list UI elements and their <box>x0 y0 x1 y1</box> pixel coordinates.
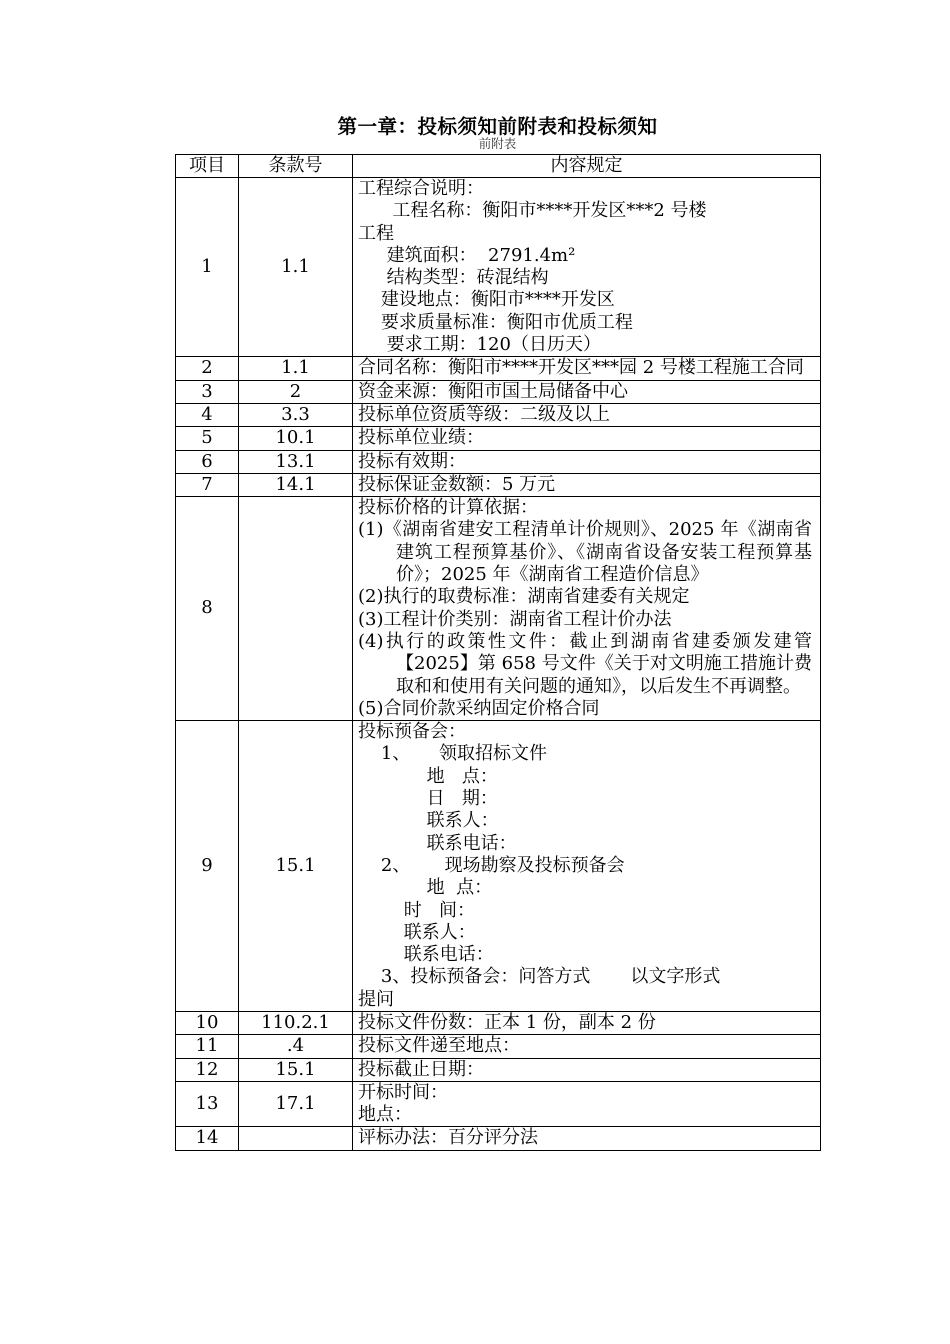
content-line: 建设地点：衡阳市****开发区 <box>358 289 615 311</box>
table-row <box>176 1081 821 1127</box>
content-cell <box>353 427 821 450</box>
item-number: 3 <box>176 380 239 403</box>
item-number: 4 <box>176 403 239 426</box>
content-cell <box>353 1127 821 1150</box>
content-line: 投标文件份数：正本 1 份，副本 2 份 <box>358 1011 656 1033</box>
content-line: 3、投标预备会：问答方式 以文字形式 <box>358 966 721 988</box>
table-row <box>176 1127 821 1150</box>
clause-number: 3.3 <box>239 403 353 426</box>
clause-number: 10.1 <box>239 427 353 450</box>
content-cell <box>353 1011 821 1034</box>
content-cell <box>353 1081 821 1127</box>
content-line: 合同名称：衡阳市****开发区***园 2 号楼工程施工合同 <box>358 357 804 379</box>
clause-number: 1.1 <box>239 357 353 380</box>
content-line: 投标文件递至地点： <box>358 1035 520 1057</box>
content-cell <box>353 1058 821 1081</box>
clause-number: 17.1 <box>239 1081 353 1127</box>
content-line: 评标办法：百分评分法 <box>358 1127 538 1149</box>
content-line: 开标时间： <box>358 1081 448 1103</box>
content-cell <box>353 450 821 473</box>
content-cell <box>353 1035 821 1058</box>
table-row <box>176 721 821 1012</box>
content-line: (5)合同价款采纳固定价格合同 <box>358 697 600 719</box>
table-row <box>176 1035 821 1058</box>
content-line: 资金来源：衡阳市国土局储备中心 <box>358 380 628 402</box>
clause-number: 15.1 <box>239 1058 353 1081</box>
content-line: 联系人： <box>358 921 476 943</box>
table-row <box>176 357 821 380</box>
content-line: 地 点： <box>358 765 498 787</box>
content-line: 要求质量标准：衡阳市优质工程 <box>358 311 633 333</box>
content-line: 投标预备会： <box>358 721 466 743</box>
content-line: (4)执行的政策性文件：截止到湖南省建委颁发建管【2025】第 658 号文件《关于对文明施工措施计费取和和使用有关问题的通知》，以后发生不再调整。 <box>358 630 812 697</box>
content-line: 时 间： <box>358 899 475 921</box>
content-cell <box>353 178 821 357</box>
table-header-row <box>176 155 821 178</box>
clause-number <box>239 497 353 721</box>
content-line: 投标单位资质等级：二级及以上 <box>358 403 610 425</box>
content-line: 2、 现场勘察及投标预备会 <box>358 854 625 876</box>
table-row <box>176 178 821 357</box>
content-cell <box>353 357 821 380</box>
content-line: (1)《湖南省建安工程清单计价规则》、2025 年《湖南省建筑工程预算基价》、《湖南省设备安装工程预算基价》；2025 年《湖南省工程造价信息》 <box>358 519 812 586</box>
content-line: 建筑面积： 2791.4m² <box>358 244 576 266</box>
content-line: (3)工程计价类别：湖南省工程计价办法 <box>358 608 672 630</box>
item-number: 14 <box>176 1127 239 1150</box>
content-line: (2)执行的取费标准：湖南省建委有关规定 <box>358 586 690 608</box>
content-line: 1、 领取招标文件 <box>358 743 547 765</box>
item-number: 6 <box>176 450 239 473</box>
clause-number: 15.1 <box>239 721 353 1012</box>
table-row <box>176 497 821 721</box>
content-line: 工程名称：衡阳市****开发区***2 号楼 <box>358 200 707 222</box>
page-title: 第一章：投标须知前附表和投标须知 <box>337 115 658 138</box>
content-line: 投标有效期： <box>358 450 466 472</box>
content-line: 工程 <box>358 222 394 244</box>
content-line: 投标截止日期： <box>358 1058 484 1080</box>
item-number: 11 <box>176 1035 239 1058</box>
content-cell <box>353 403 821 426</box>
item-number: 8 <box>176 497 239 721</box>
item-number: 1 <box>176 178 239 357</box>
item-number: 12 <box>176 1058 239 1081</box>
content-line: 日 期： <box>358 788 498 810</box>
content-line: 地点： <box>358 1104 412 1126</box>
table-row <box>176 1011 821 1034</box>
item-number: 7 <box>176 473 239 496</box>
content-cell <box>353 497 821 721</box>
clause-number: 14.1 <box>239 473 353 496</box>
clause-number: 1.1 <box>239 178 353 357</box>
content-line: 结构类型：砖混结构 <box>358 267 549 289</box>
clause-number: 2 <box>239 380 353 403</box>
clause-number <box>239 1127 353 1150</box>
table-row <box>176 1058 821 1081</box>
header-item: 项目 <box>176 155 239 178</box>
content-line: 地 点： <box>358 877 493 899</box>
content-line: 联系电话： <box>358 832 517 854</box>
item-number: 2 <box>176 357 239 380</box>
item-number: 10 <box>176 1011 239 1034</box>
item-number: 9 <box>176 721 239 1012</box>
item-number: 13 <box>176 1081 239 1127</box>
content-line: 联系人： <box>358 810 499 832</box>
content-line: 投标单位业绩： <box>358 427 484 449</box>
content-line: 联系电话： <box>358 944 494 966</box>
table-row <box>176 403 821 426</box>
item-number: 5 <box>176 427 239 450</box>
header-content: 内容规定 <box>353 155 821 178</box>
page-subtitle: 前附表 <box>478 136 517 151</box>
content-cell <box>353 721 821 1012</box>
table-row <box>176 450 821 473</box>
clause-number: 13.1 <box>239 450 353 473</box>
table-row <box>176 473 821 496</box>
content-line: 投标保证金数额：5 万元 <box>358 473 556 495</box>
content-line: 提问 <box>358 988 394 1010</box>
content-cell <box>353 380 821 403</box>
clause-number: .4 <box>239 1035 353 1058</box>
clause-number: 110.2.1 <box>239 1011 353 1034</box>
annex-table <box>175 154 821 1151</box>
content-line: 要求工期：120（日历天） <box>358 334 601 356</box>
content-cell <box>353 473 821 496</box>
content-line: 投标价格的计算依据： <box>358 497 538 519</box>
table-row <box>176 427 821 450</box>
header-clause: 条款号 <box>239 155 353 178</box>
table-row <box>176 380 821 403</box>
content-line: 工程综合说明： <box>358 178 484 199</box>
